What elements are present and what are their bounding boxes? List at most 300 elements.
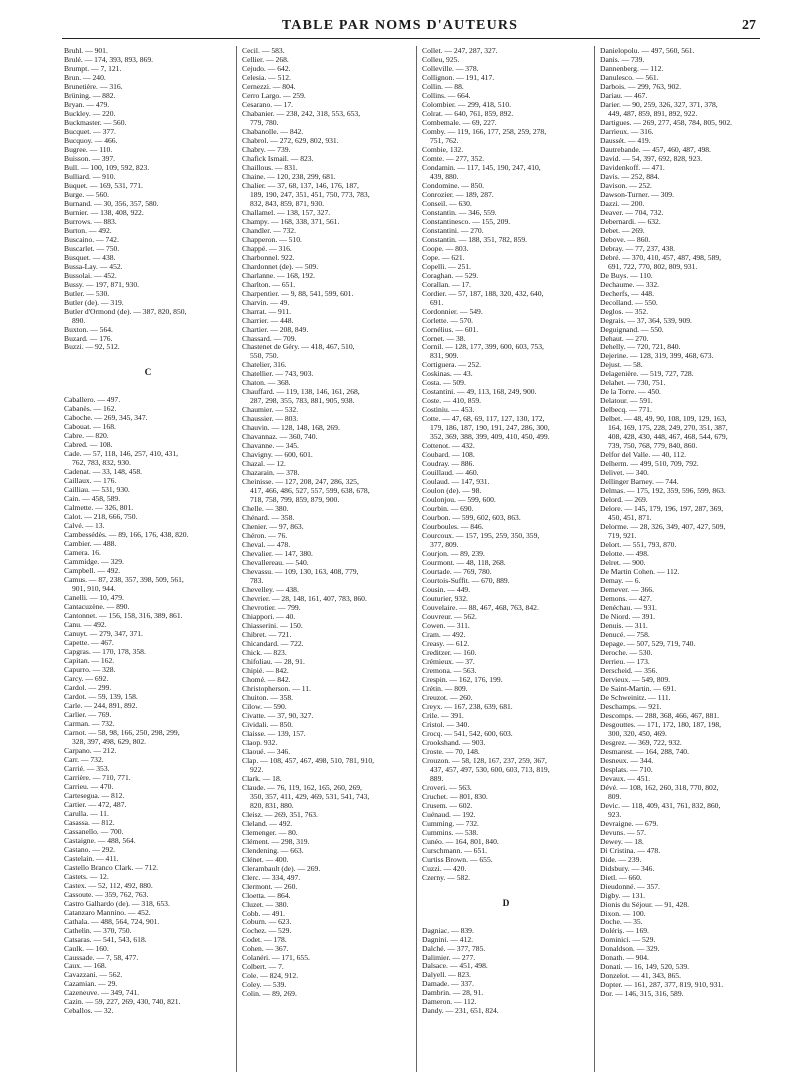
index-entry: Cortiguera. — 252. [422,360,482,370]
index-entry: Civatte. — 37, 90, 327. [242,710,314,720]
index-entry: De Buys. — 110. [600,270,653,280]
index-entry: Comby. — 119, 166, 177, 258, 259, 278, [422,126,547,136]
index-entry: Clément. — 298, 319. [242,836,310,846]
index-entry: Carlier. — 769. [64,709,112,719]
index-entry: Butler (de). — 319. [64,297,124,307]
index-entry: Cambier. — 488. [64,539,117,549]
spacer [422,917,590,926]
index-entry: Curtiss Brown. — 655. [422,854,493,864]
index-entry: Cumming. — 732. [422,818,479,828]
index-entry: Capitan. — 162. [64,656,115,666]
index-entry: Coley. — 539. [242,980,287,990]
index-entry: Devraigne. — 679. [600,818,659,828]
index-entry: Danis. — 739. [600,54,645,64]
index-entry: Clark. — 18. [242,773,282,783]
index-entry: Canuyt. — 279, 347, 371. [64,629,143,639]
index-entry: Busquet. — 438. [64,252,116,262]
index-entry: Courmont. — 48, 118, 268. [422,558,506,568]
index-entry: Burton. — 492. [64,225,112,235]
index-entry: Colin. — 89, 269. [242,989,297,999]
index-entry-continuation: 779, 780. [250,117,279,127]
index-entry: Danulesco. — 561. [600,72,659,82]
index-entry: Creasy. — 612. [422,638,470,648]
index-entry: Champy. — 168, 338, 371, 561. [242,216,340,226]
index-entry: Bulliard. — 910. [64,171,116,181]
index-entry: Desneux. — 344. [600,755,654,765]
index-entry-continuation: 437, 457, 497, 530, 600, 603, 713, 819, [430,764,550,774]
index-entry: Bugree. — 110. [64,144,113,154]
index-entry: Chiasserini. — 150. [242,621,303,630]
spacer [422,882,590,891]
index-entry: Charpentier. — 9, 88, 541, 599, 601. [242,288,354,298]
index-entry: Dehelly. — 720, 721, 840. [600,342,681,352]
index-entry: Combemale. — 69, 227. [422,117,497,127]
index-entry: Crespin. — 162, 176, 199. [422,674,503,684]
index-entry: Desgouttes. — 171, 172, 180, 187, 198, [600,719,722,729]
index-entry: Ceballos. — 32. [64,1006,114,1016]
index-entry: Cernezzi. — 804. [242,81,296,91]
index-entry: Dagnini. — 412. [422,934,474,944]
index-entry: Chaton. — 368. [242,378,291,388]
index-entry: Cassanello. — 700. [64,826,124,836]
index-entry: Bussa-Lay. — 452. [64,261,123,271]
index-entry: Chiрié. — 842. [242,665,289,675]
index-entry-continuation: 762, 783, 832, 930. [72,458,131,468]
index-column-4 [600,46,768,1076]
index-entry: Cobb. — 491. [242,908,286,918]
index-entry: Charrier. — 448. [242,315,294,325]
index-entry: Chalier. — 37, 68, 137, 146, 176, 187, [242,180,359,190]
index-entry: Cremona. — 563. [422,665,477,675]
index-entry: Dieudonné. — 357. [600,881,660,891]
index-entry: De Schweinitz. — 111. [600,692,671,702]
index-entry: Cazeneuve. — 349, 741. [64,988,140,998]
index-entry: Cambessédès. — 89, 166, 176, 438, 820. [64,530,189,540]
index-entry: Croste. — 70, 148. [422,746,480,756]
index-entry: Chénard. — 358. [242,513,295,523]
index-entry: Bull. — 100, 109, 592, 823. [64,162,150,172]
index-entry: Chibret. — 721. [242,629,292,639]
index-entry: Cazin. — 59, 227, 269, 430, 740, 821. [64,997,181,1007]
index-entry: Chiappori. — 40. [242,612,296,622]
index-entry: Chomé. — 842. [242,674,291,684]
index-entry: Costiniu. — 453. [422,405,475,415]
index-entry: Depage. — 507, 529, 719, 740. [600,638,696,648]
index-entry-continuation: 751, 762. [430,135,459,145]
index-entry-continuation: 820, 831, 880. [250,800,294,810]
index-entry: Cheval. — 478. [242,540,291,550]
index-entry: Chabry. — 739. [242,144,291,154]
index-entry: Dalyell. — 823. [422,970,471,980]
index-entry: Derrieu. — 173. [600,656,650,666]
index-entry: Castano. — 292. [64,844,116,854]
index-entry: Condamin. — 117, 145, 190, 247, 410, [422,162,541,172]
index-entry-continuation: 449, 487, 859, 891, 892, 922. [608,108,698,118]
index-entry: Conrozier. — 189, 287. [422,189,494,199]
index-entry: Courbon. — 599, 602, 603, 863. [422,513,521,523]
index-entry: Demever. — 366. [600,585,654,595]
index-entry: Carr. — 732. [64,754,104,764]
index-entry: Derscheid. — 356. [600,665,658,675]
index-entry: Chazal. — 12. [242,459,286,469]
index-entry: Chabanier. — 238, 242, 318, 553, 653, [242,108,361,118]
index-entry: Constantini. — 270. [422,225,484,235]
index-entry: Chandler. — 732. [242,225,296,235]
index-entry: Carrié. — 353. [64,763,110,773]
index-entry: Cleland. — 492. [242,818,293,828]
index-entry: Cartesegua. — 812. [64,790,125,800]
index-entry: Degrais. — 37, 364, 539, 909. [600,315,692,325]
index-entry: Collins. — 664. [422,90,471,100]
index-entry: Condomine. — 850. [422,180,485,190]
index-entry: Cartier. — 472, 487. [64,799,127,809]
index-entry: Chenier. — 97, 863. [242,522,304,532]
index-entry: Chastenet de Géry. — 418, 467, 510, [242,342,355,352]
index-entry: Cunéo. — 164, 801, 840. [422,836,499,846]
index-entry: Clerc. — 334, 497. [242,872,301,882]
index-entry: Davison. — 252. [600,180,652,190]
index-entry: Clendening. — 663. [242,845,304,855]
index-entry: Cerro Largo. — 259. [242,90,306,100]
index-entry: Dannenberg. — 112. [600,63,664,73]
index-entry: Delord. — 269. [600,495,648,505]
index-entry: Charlanne. — 168, 192. [242,270,315,280]
index-entry: Delort. — 551, 793, 870. [600,540,677,550]
index-entry: Coope. — 803. [422,243,469,253]
index-entry: Cellier. — 268. [242,54,289,64]
index-entry: Celesia. — 512. [242,72,291,82]
index-entry: Chevrotier. — 799. [242,603,301,613]
index-entry: David. — 54, 397, 692, 828, 923. [600,153,703,163]
index-entry: Cain. — 458, 589. [64,494,121,504]
index-entry: Courboules. — 846. [422,522,484,532]
index-entry: Cottenot. — 432. [422,441,475,451]
index-entry: Dartigues. — 269, 277, 458, 784, 805, 902. [600,117,733,127]
index-entry: Donati. — 16, 149, 520, 539. [600,962,690,972]
index-entry: Cohen. — 367. [242,944,289,954]
index-entry: Didsbury. — 346. [600,863,655,873]
index-entry: Clénet. — 400. [242,854,289,864]
index-entry: Charbonnel. 922. [242,252,295,262]
index-entry: Dixon. — 100. [600,908,646,918]
index-entry: Coburn. — 623. [242,917,292,927]
index-entry-continuation: 164, 169, 175, 228, 249, 270, 351, 387, [608,423,728,433]
index-entry: Crémieux. — 37. [422,656,475,666]
index-entry: Colbert. — 7. [242,962,284,972]
index-entry: Charlton. — 651. [242,279,296,289]
index-entry: Cathala. — 488, 564, 724, 901. [64,916,160,926]
index-entry: Cividali. — 850. [242,719,294,729]
index-entry: Crile. — 391. [422,710,464,720]
index-entry: Delatour. — 591. [600,396,653,406]
index-entry: Cordonnier. — 549. [422,306,483,316]
index-entry: Cornil. — 128, 177, 399, 600, 603, 753, [422,342,544,352]
index-entry: Cabre. — 820. [64,431,109,441]
index-entry: Charrat. — 911. [242,306,292,316]
index-entry-continuation: 719, 921. [608,531,637,541]
index-entry: Carrière. — 710, 771. [64,772,131,782]
index-entry-continuation: 417, 466, 486, 527, 557, 599, 638, 678, [250,486,370,496]
index-entry: Debré. — 370, 410, 457, 487, 498, 589, [600,252,722,262]
index-entry: Dopter. — 161, 287, 377, 819, 910, 931. [600,980,724,990]
index-entry: Dariau. — 467. [600,90,648,100]
index-entry: Debove. — 860. [600,234,651,244]
index-entry: Camus. — 87, 238, 357, 398, 509, 561, [64,575,184,585]
index-entry: Buisson. — 397. [64,153,116,163]
index-entry-continuation: 809. [608,791,622,801]
index-entry: Carulla. — 11. [64,808,109,818]
index-column-3 [422,46,590,1076]
index-entry: Cristol. — 340. [422,719,470,729]
index-entry: Dellinger Barney. — 744. [600,477,679,487]
index-entry: Damade. — 337. [422,979,474,989]
index-entry: Chavannaz. — 360, 740. [242,432,318,442]
index-entry: Claoué. — 346. [242,746,291,756]
index-entry: Coubard. — 108. [422,450,475,460]
letter-heading: C [144,368,152,379]
index-entry: Chick. — 823. [242,647,287,657]
index-entry: Capgras. — 170, 178, 358. [64,647,146,657]
index-entry: Croveri. — 563. [422,782,472,792]
index-entry: Carcy. — 692. [64,673,109,683]
index-entry: Claop. 932. [242,737,278,747]
index-entry: Cade. — 57, 118, 146, 257, 410, 431, [64,449,179,459]
index-entry: Buscarlet. — 750. [64,243,120,253]
index-entry: Cousin. — 449. [422,585,471,595]
index-entry: Chavigny. — 600, 601. [242,450,313,460]
index-entry: Collet. — 247, 287, 327. [422,46,498,55]
index-entry: Delore. — 145, 179, 196, 197, 287, 369, [600,504,724,514]
index-entry-continuation: 889. [430,773,444,783]
index-entry: Desgrez. — 369, 722, 932. [600,737,682,747]
index-entry: Devaux. — 451. [600,773,651,783]
index-entry: Courtade. — 769, 780. [422,567,492,577]
index-entry: Codet. — 178. [242,935,287,945]
index-entry: Bryan. — 479. [64,99,110,109]
index-entry: Bruhl. — 901. [64,46,108,55]
index-entry: Chappé. — 316. [242,243,292,253]
index-entry: Dechaume. — 332. [600,279,660,289]
index-entry: Couvelaire. — 88, 467, 468, 763, 842. [422,603,539,613]
index-column-1 [64,46,232,1076]
header-rule [62,38,760,39]
index-entry: Cailliau. — 531, 930. [64,485,130,495]
index-entry: Carle. — 244, 891, 892. [64,700,138,710]
page-title: TABLE PAR NOMS D'AUTEURS [281,18,519,33]
index-entry: Cleisz. — 269, 351, 763. [242,809,318,819]
index-entry: Calmette. — 326, 801. [64,503,134,513]
index-entry: Carpano. — 212. [64,745,117,755]
index-entry: Cesarano. — 17. [242,99,294,109]
index-entry: Carman. — 732. [64,718,115,728]
index-entry: Cornélius. — 601. [422,324,479,334]
index-entry: Claude. — 76, 119, 162, 165, 260, 269, [242,782,362,792]
letter-heading: D [502,898,510,909]
page-header [0,14,800,38]
index-entry: Challamel. — 138, 157, 327. [242,207,331,217]
index-entry: Delbecq. — 771. [600,405,652,415]
index-entry: Casassa. — 812. [64,817,115,827]
index-entry: Calvé. — 13. [64,521,105,531]
index-entry: Cotte. — 47, 68, 69, 117, 127, 130, 172, [422,414,545,424]
index-entry: Copelli. — 251. [422,261,471,271]
index-entry: Carrieu. — 470. [64,781,114,791]
index-entry: Cantonnet. — 156, 158, 316, 389, 861. [64,611,183,621]
index-entry: Cuzzi. — 420. [422,863,467,873]
index-entry: Coulonjou. — 599, 600. [422,495,496,505]
index-entry-continuation: 287, 298, 355, 783, 881, 905, 938. [250,396,355,406]
index-entry: Cowen. — 311. [422,621,470,630]
index-entry: Burnier. — 138, 408, 922. [64,207,144,217]
index-entry: Crouzon. — 58, 128, 167, 237, 259, 367, [422,755,547,765]
index-entry: Buquet. — 169, 531, 771. [64,180,143,190]
index-entry: Cabred. — 108. [64,440,113,450]
index-entry: Dévé. — 108, 162, 260, 318, 770, 802, [600,782,719,792]
index-entry: Chauffard. — 119, 138, 146, 161, 268, [242,387,360,397]
index-entry: Clermont. — 260. [242,881,298,891]
index-entry-continuation: 922. [250,764,264,774]
index-entry: Delorme. — 28, 326, 349, 407, 427, 509, [600,522,726,532]
index-entry: Bucquet. — 377. [64,126,116,136]
index-entry: Cecil. — 583. [242,46,285,55]
index-entry-continuation: 691, 722, 770, 802, 809, 931. [608,261,698,271]
index-entry: Dewey. — 18. [600,836,644,846]
index-entry-continuation: 328, 397, 498, 629, 802. [72,736,147,746]
index-entry: Creuzot. — 260. [422,692,473,702]
index-entry: Christopherson. — 11. [242,683,311,693]
index-entry: Denucé. — 758. [600,629,650,639]
index-entry: Curschmann. — 651. [422,845,487,855]
index-entry: Couturier, 932. [422,594,468,604]
index-entry: Calot. — 218, 666, 750. [64,512,138,522]
index-entry: Chafick Ismail. — 823. [242,153,314,163]
index-entry: Caux. — 168. [64,961,107,971]
index-entry-continuation: 691. [430,297,444,307]
spacer [64,386,232,395]
index-entry: Chaillous. — 831. [242,162,298,172]
index-entry: Dalché. — 377, 785. [422,943,486,953]
index-entry-continuation: 408, 428, 430, 448, 467, 468, 544, 679, [608,432,728,442]
index-entry: Cochez. — 529. [242,926,292,936]
index-entry: Cabouat. — 168. [64,422,116,432]
index-entry: Delherm. — 499, 510, 709, 792. [600,459,699,469]
index-entry: Creyx. — 167, 238, 639, 681. [422,701,513,711]
index-entry: Chassard. — 709. [242,333,297,343]
index-entry: Dervieux. — 549, 809. [600,674,671,684]
index-entry: Dalsace. — 451, 498. [422,961,488,971]
index-entry: Corallan. — 17. [422,279,471,289]
index-entry: Cruchet. — 801, 830. [422,791,488,801]
index-entry: Brumpt. — 7, 121. [64,63,122,73]
index-entry-continuation: 377, 809. [430,540,459,550]
index-entry: Dominici. — 529. [600,935,656,945]
index-entry: Combie, 132. [422,144,464,154]
index-entry: Dehaut. — 270. [600,333,649,343]
index-entry: Chevrier. — 28, 148, 161, 407, 783, 860. [242,594,367,604]
index-entry: Darbois. — 299, 763, 902. [600,81,681,91]
index-entry: Delagenière. — 519, 727, 728. [600,369,694,379]
index-entry: Chicandard. — 722. [242,638,304,648]
index-entry: Cammidge. — 329. [64,557,124,567]
index-entry: Cram. — 492. [422,629,466,639]
index-entry: Deroche. — 530. [600,647,653,657]
index-entry: Chaussier. — 803. [242,414,299,424]
index-entry: Dolériș. — 169. [600,926,649,936]
index-entry: Brüning. — 882. [64,90,116,100]
index-entry: Crusem. — 602. [422,800,473,810]
index-entry: Delret. — 900. [600,558,646,568]
index-entry: Brun. — 240. [64,72,106,82]
index-entry: Cabanès. — 162. [64,404,117,414]
index-entry: Devuns. — 57. [600,827,646,837]
index-entry: Cantacuzène. — 890. [64,602,130,612]
index-entry: Catanzaro Mannino. — 452. [64,907,151,917]
index-entry: Darier. — 90, 259, 326, 327, 371, 378, [600,99,718,109]
index-entry: Cardol. — 299. [64,682,112,692]
index-entry: Cordier. — 57, 187, 188, 320, 432, 640, [422,288,544,298]
index-entry: Dor. — 146, 315, 316, 589. [600,989,684,999]
index-entry: Costa. — 509. [422,378,466,388]
index-entry: Chartier. — 208, 849. [242,324,309,334]
index-entry: Deglos. — 352. [600,306,649,316]
index-entry: Dautrebande. — 457, 460, 487, 498. [600,144,711,154]
index-entry: Cheinisse. — 127, 208, 247, 286, 325, [242,477,359,487]
index-entry: Darrieux. — 316. [600,126,654,136]
index-entry: Delivet. — 340. [600,468,649,478]
index-entry: Denuis. — 311. [600,621,648,630]
index-entry: Butler. — 530. [64,288,110,298]
index-entry: Deschamps. — 921. [600,701,662,711]
index-entry: Debernardi. — 632. [600,216,661,226]
page-number: 27 [742,18,756,33]
index-entry: Courbin. — 690. [422,504,474,514]
index-entry: Bussolai. — 452. [64,270,117,280]
index-entry: De Martin Cohen. — 112. [600,567,680,577]
index-entry: Cluzet. — 380. [242,899,289,909]
index-entry: Descomps. — 288, 368, 466, 467, 881. [600,710,719,720]
index-entry: Buzard. — 176. [64,333,113,343]
index-entry: Caballero. — 497. [64,395,121,405]
index-entry: Dawson-Turner. — 309. [600,189,674,199]
index-entry: Charvin. — 49. [242,297,290,307]
index-entry: Cope. — 621. [422,252,465,262]
index-entry-continuation: 718, 758, 799, 859, 879, 900. [250,495,340,505]
index-entry: Cadenat. — 33, 148, 458. [64,467,143,477]
index-entry: Digby. — 131. [600,890,646,900]
index-entry: Campbell. — 492. [64,566,121,576]
index-entry: Dionis du Séjour. — 91, 428. [600,899,690,909]
index-entry: Di Cristina. — 478. [600,845,661,855]
index-entry-continuation: 739, 750, 768, 779, 840, 860. [608,441,698,451]
index-entry: Donzelot. — 41, 343, 865. [600,971,681,981]
index-entry: Butler d'Ormond (de). — 387, 820, 850, [64,306,187,316]
index-entry: Dalimier. — 277. [422,952,476,962]
index-entry: Constantin. — 188, 351, 782, 859. [422,234,528,244]
index-entry: Devic. — 118, 409, 431, 761, 832, 860, [600,800,721,810]
index-entry: Catsaras. — 541, 543, 618. [64,934,147,944]
index-entry: Doche. — 35. [600,917,643,927]
index-entry: Delahet. — 730, 751. [600,378,666,388]
index-entry: Clap. — 108, 457, 467, 498, 510, 781, 910, [242,755,375,765]
index-entry: Chatelier, 316. [242,360,287,370]
index-entry: Comte. — 277, 352. [422,153,485,163]
index-entry: Conseil. — 630. [422,198,472,208]
index-entry: Demay. — 6. [600,576,641,586]
index-entry: Burge. — 560. [64,189,109,199]
index-entry: Colombier. — 299, 418, 510. [422,99,512,109]
index-entry: Costantini. — 49, 113, 168, 249, 900. [422,387,537,397]
index-entry: Camera. 16. [64,548,101,558]
